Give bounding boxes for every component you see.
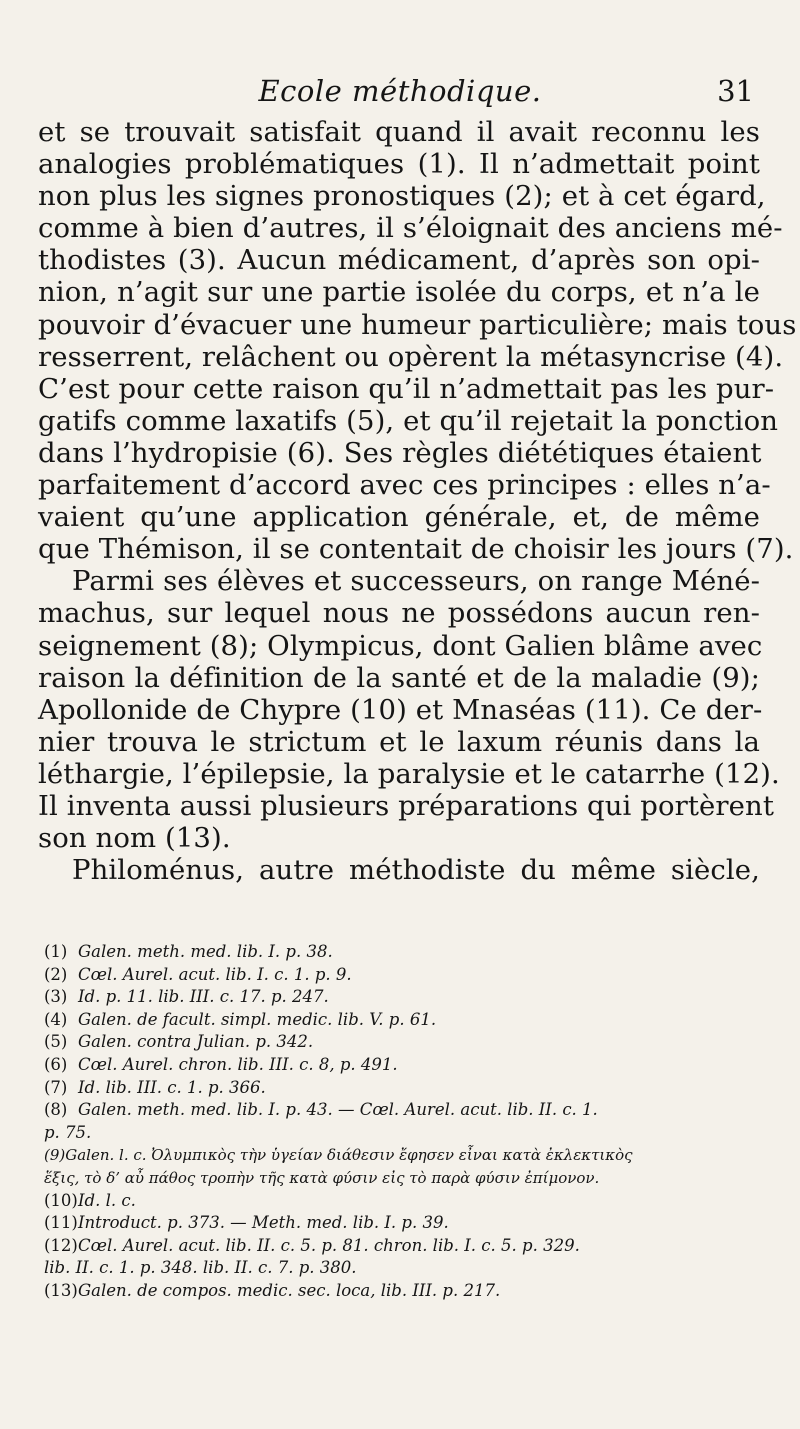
- footnote-text: Introduct. p. 373. — Meth. med. lib. I. p. 39.: [78, 1213, 449, 1233]
- footnote-continuation: [44, 1167, 762, 1190]
- footnote: [44, 986, 762, 1009]
- text-line: machus, sur lequel nous ne possédons aucun ren-: [38, 597, 760, 630]
- footnote-continuation: [44, 1257, 762, 1280]
- text-line: nier trouva le strictum et le laxum réunis dans la: [38, 725, 760, 758]
- text-line: et se trouvait satisfait quand il avait reconnu les: [38, 116, 760, 148]
- footnote-text: p. 75.: [44, 1122, 92, 1142]
- footnote: [44, 1009, 762, 1032]
- footnote-text: Cœl. Aurel. acut. lib. II. c. 5. p. 81. chron. lib. I. c. 5. p. 329.: [78, 1235, 580, 1255]
- running-title: Ecole méthodique.: [258, 74, 542, 108]
- footnote: [44, 1280, 762, 1303]
- footnote-text: lib. II. c. 1. p. 348. lib. II. c. 7. p. 380.: [44, 1258, 357, 1278]
- body-text: [38, 116, 797, 887]
- footnote-text: Galen. de facult. simpl. medic. lib. V. p. 61.: [78, 1009, 437, 1029]
- text-line: léthargie, l’épilepsie, la paralysie et le catarrhe (12).: [38, 757, 780, 790]
- footnote-text: Cœl. Aurel. chron. lib. III. c. 8, p. 491.: [78, 1054, 398, 1074]
- text-line: nion, n’agit sur une partie isolée du corps, et n’a le: [38, 276, 760, 309]
- footnotes: [44, 941, 762, 1303]
- footnote-text: Galen. meth. med. lib. I. p. 38.: [78, 942, 333, 961]
- footnote: [44, 1031, 762, 1054]
- text-line: dans l’hydropisie (6). Ses règles diététiques étaient: [38, 436, 762, 469]
- text-line: Philoménus, autre méthodiste du même siècle,: [72, 854, 760, 887]
- footnote-text: Galen. l. c. Ὀλυμπικὸς τὴν ὑγείαν διάθεσιν ἔφησεν εἶναι κατὰ ἐκλεκτικὸς: [65, 1146, 633, 1165]
- footnote-text: Galen. de compos. medic. sec. loca, lib. III. p. 217.: [78, 1280, 501, 1300]
- footnote-text: ἕξις, τὸ δ’ αὖ πάθος τροπὴν τῆς κατὰ φύσιν εἰς τὸ παρὰ φύσιν ἐπίμονον.: [44, 1168, 600, 1187]
- footnote-text: Galen. meth. med. lib. I. p. 43. — Cœl. Aurel. acut. lib. II. c. 1.: [78, 1100, 598, 1120]
- footnote: [44, 1054, 762, 1077]
- footnote-number: (5): [44, 1032, 68, 1052]
- text-line: vaient qu’une application générale, et, de même: [38, 501, 760, 534]
- footnote-text: Cœl. Aurel. acut. lib. I. c. 1. p. 9.: [78, 964, 352, 984]
- footnote-number: (2): [44, 964, 68, 984]
- footnote: [44, 1190, 762, 1213]
- footnote-number: (12): [44, 1235, 78, 1255]
- text-line: seignement (8); Olympicus, dont Galien blâme avec: [38, 629, 763, 662]
- text-line: resserrent, relâchent ou opèrent la métasyncrise (4).: [38, 340, 784, 373]
- footnote: [44, 1099, 762, 1122]
- footnote: [44, 941, 762, 964]
- footnote-text: Galen. contra Julian. p. 342.: [78, 1032, 314, 1052]
- footnote-number: (1): [44, 942, 68, 961]
- text-line: C’est pour cette raison qu’il n’admettait pas les pur-: [38, 372, 775, 405]
- text-line: analogies problématiques (1). Il n’admettait point: [38, 148, 760, 181]
- footnote-number: (10): [44, 1190, 78, 1210]
- text-line: Il inventa aussi plusieurs préparations qui portèrent: [38, 789, 774, 822]
- footnote-number: (8): [44, 1100, 68, 1120]
- footnote-number: (3): [44, 987, 68, 1007]
- text-line: thodistes (3). Aucun médicament, d’après son opi-: [38, 244, 760, 277]
- page-number: 31: [717, 74, 754, 108]
- footnote: [44, 1144, 762, 1167]
- footnote: [44, 964, 762, 987]
- footnote: [44, 1077, 762, 1100]
- text-line: comme à bien d’autres, il s’éloignait des anciens mé-: [38, 212, 783, 245]
- text-line: raison la définition de la santé et de la maladie (9);: [38, 661, 760, 694]
- running-head: [38, 74, 762, 114]
- footnote-number: (7): [44, 1077, 68, 1097]
- footnote: [44, 1235, 762, 1258]
- footnote-number: (6): [44, 1054, 68, 1074]
- text-line: non plus les signes pronostiques (2); et à cet égard,: [38, 180, 766, 213]
- text-line: Apollonide de Chypre (10) et Mnaséas (11). Ce der-: [38, 693, 763, 726]
- footnote-text: Id. lib. III. c. 1. p. 366.: [78, 1077, 266, 1097]
- footnote-text: Id. p. 11. lib. III. c. 17. p. 247.: [78, 987, 329, 1007]
- footnote: [44, 1212, 762, 1235]
- footnote-number: (4): [44, 1009, 68, 1029]
- text-line: gatifs comme laxatifs (5), et qu’il rejetait la ponction: [38, 404, 779, 437]
- footnote-text: Id. l. c.: [78, 1190, 136, 1210]
- footnote-number: (11): [44, 1213, 78, 1233]
- text-line: Parmi ses élèves et successeurs, on range Méné-: [72, 565, 760, 598]
- footnote-continuation: [44, 1122, 762, 1145]
- footnote-number: (9): [44, 1146, 66, 1165]
- text-line: son nom (13).: [38, 822, 231, 855]
- text-line: pouvoir d’évacuer une humeur particulière; mais tous: [38, 308, 797, 341]
- text-line: parfaitement d’accord avec ces principes : elles n’a-: [38, 469, 771, 502]
- footnote-number: (13): [44, 1280, 78, 1300]
- text-line: que Thémison, il se contentait de choisir les jours (7).: [38, 533, 794, 566]
